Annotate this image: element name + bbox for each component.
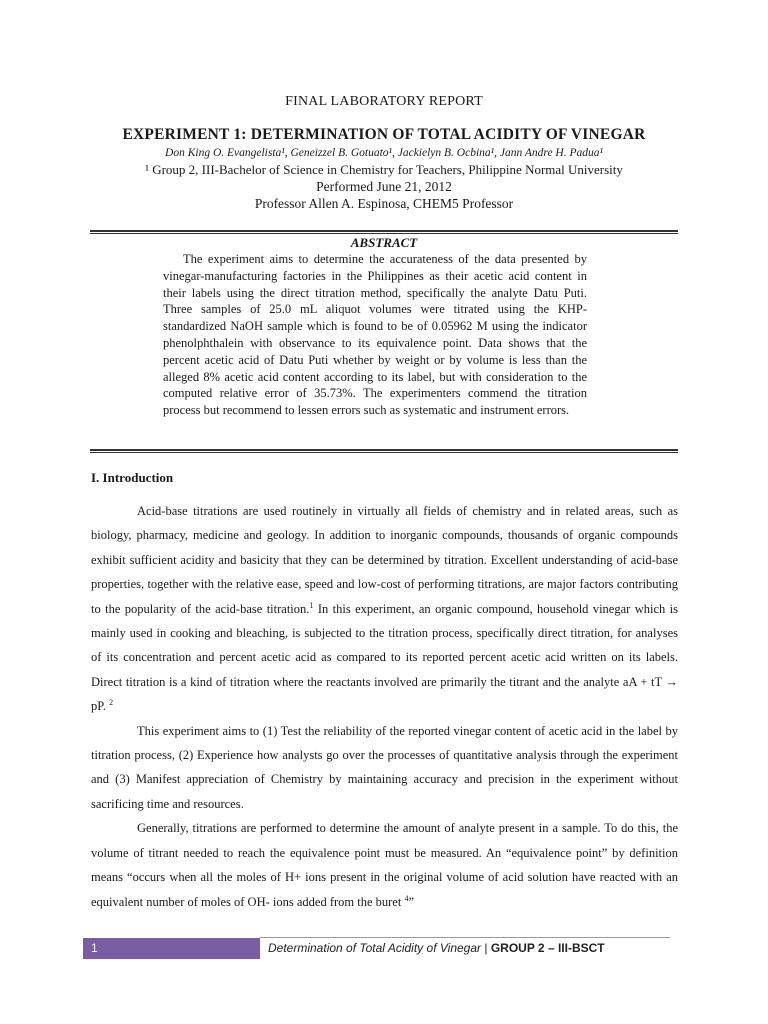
affiliation-line: ¹ Group 2, III-Bachelor of Science in Chemistry for Teachers, Philippine Normal University: [145, 162, 623, 177]
footer-separator: |: [481, 941, 491, 955]
citation-ref: 2: [109, 698, 114, 708]
abstract-text: The experiment aims to determine the accurateness of the data presented by vinegar-manufacturing factories in the Philippines as their acetic acid content in their labels using the direct titration method, specifically the analyte Datu Puti. Three samples of 25.0 mL aliquot volumes were titrated using the KHP-standardized NaOH sample which is found to be of 0.05962 M using the indicator phenolphthalein with observance to its equivalence point. Data shows that the percent acetic acid of Datu Puti whether by weight or by volume is less than the alleged 8% acetic acid content according to its label, but with consideration to the computed relative error of 35.73%. The experimenters commend the titration process but recommend to lessen errors such as systematic and instrument errors.: [163, 252, 587, 418]
report-title: FINAL LABORATORY REPORT: [285, 94, 483, 109]
intro-p3-end: ”: [408, 894, 415, 909]
abstract-top-rule: [90, 230, 678, 234]
authors-line: Don King O. Evangelista¹, Geneizzel B. Gotuato¹, Jackielyn B. Ocbina¹, Jann Andre H. Padua¹: [165, 147, 603, 159]
footer-page-number: 1: [91, 941, 98, 955]
intro-p3-text: Generally, titrations are performed to determine the amount of analyte present in a sample. To do this, the volume of titrant needed to reach the equivalence point must be measured. An “equivalence point” by definition means “occurs when all the moles of H+ ions present in the original volume of acid solution have reacted with an equivalent number of moles of OH- ions added from the buret: [91, 821, 678, 909]
intro-p1b-text: In this experiment, an organic compound, household vinegar which is mainly used in cooking and bleaching, is subjected to the titration process, specifically direct titration, for analyses of its concentration and percent acetic acid as compared to its reported percent acetic acid written on its labels. Direct titration is a kind of titration where the reactants involved are primarily the titrant and the analyte aA + tT → pP.: [91, 601, 679, 714]
abstract-bottom-rule: [90, 449, 678, 453]
abstract-heading: ABSTRACT: [350, 235, 418, 250]
citation-ref: 1: [309, 600, 314, 610]
section-heading-introduction: I. Introduction: [91, 470, 174, 485]
footer-running-title: [268, 941, 605, 955]
footer-title: Determination of Total Acidity of Vinegar: [268, 941, 482, 955]
intro-p1-text: Acid-base titrations are used routinely in virtually all fields of chemistry and in related areas, such as biology, pharmacy, medicine and geology. In addition to inorganic compounds, thousands of organic compounds exhibit sufficient acidity and basicity that they can be determined by titration. Excellent understanding of acid-base properties, together with the relative ease, speed and low-cost of performing titrations, are major factors contributing to the popularity of the acid-base titration.: [91, 504, 678, 616]
professor-line: Professor Allen A. Espinosa, CHEM5 Professor: [254, 196, 514, 211]
intro-paragraph-3: [91, 816, 678, 914]
footer-group: GROUP 2 – III-BSCT: [490, 941, 605, 955]
intro-paragraph-2: This experiment aims to (1) Test the reliability of the reported vinegar content of acetic acid in the label by titration process, (2) Experience how analysts go over the processes of quantitative analysis through the experiment and (3) Manifest appreciation of Chemistry by maintaining accuracy and precision in the experiment without sacrificing time and resources.: [91, 723, 678, 811]
footer-page-bar: [83, 938, 260, 959]
introduction-body: [91, 499, 678, 914]
performed-date: Performed June 21, 2012: [316, 179, 452, 194]
citation-ref: 4: [404, 893, 409, 903]
experiment-title: EXPERIMENT 1: DETERMINATION OF TOTAL ACIDITY OF VINEGAR: [122, 126, 646, 143]
intro-paragraph-1: [91, 499, 678, 719]
footer-rule: [260, 937, 670, 938]
